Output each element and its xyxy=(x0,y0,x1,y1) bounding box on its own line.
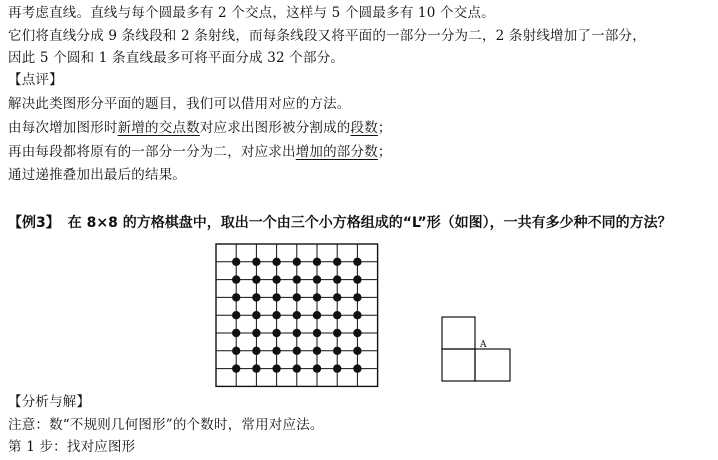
board-dot xyxy=(293,275,301,283)
note-line: 注意：数“不规则几何图形”的个数时，常用对应法。 xyxy=(8,417,324,433)
board-dot xyxy=(252,329,260,337)
board-dot xyxy=(272,347,280,355)
l-shape-bottom-left-cell xyxy=(442,349,475,381)
analysis-heading: 【分析与解】 xyxy=(8,394,91,410)
board-dot xyxy=(232,293,240,301)
board-dot xyxy=(353,293,361,301)
board-dot xyxy=(353,275,361,283)
board-dot xyxy=(313,329,321,337)
board-dot xyxy=(232,258,240,266)
board-dot xyxy=(232,347,240,355)
example-question: 在 8×8 的方格棋盘中，取出一个由三个小方格组成的“L”形（如图），一共有多少种不同的方法？ xyxy=(67,215,672,231)
board-dot xyxy=(353,329,361,337)
text-line-6-e: ； xyxy=(377,120,392,136)
board-dot xyxy=(353,311,361,319)
board-dot xyxy=(333,293,341,301)
board-dot xyxy=(313,347,321,355)
board-dot xyxy=(293,258,301,266)
board-dot xyxy=(272,275,280,283)
text-line-7-a: 再由每段都将原有的一部分一分为二，对应求出 xyxy=(8,144,296,160)
underlined-new-intersections: 新增的交点数 xyxy=(117,120,200,136)
text-line-6-a: 由每次增加图形时 xyxy=(8,120,118,136)
board-dot xyxy=(272,293,280,301)
example-3 xyxy=(8,212,672,232)
l-shape-bottom-right-cell xyxy=(475,349,510,381)
chessboard-figure xyxy=(212,240,382,388)
l-shape-label-a: A xyxy=(480,340,487,350)
board-dot xyxy=(333,275,341,283)
board-dot xyxy=(252,258,260,266)
board-dot xyxy=(313,311,321,319)
board-dot xyxy=(333,347,341,355)
example-tag: 【例3】 xyxy=(8,215,60,231)
underlined-segments: 段数 xyxy=(350,120,378,136)
board-dot xyxy=(353,258,361,266)
text-line-7-c: ； xyxy=(377,144,392,160)
l-shape-figure xyxy=(436,312,520,384)
board-dot xyxy=(272,311,280,319)
board-dot xyxy=(293,311,301,319)
board-dot xyxy=(293,347,301,355)
board-dot xyxy=(232,311,240,319)
board-dot xyxy=(252,275,260,283)
underlined-added-parts: 增加的部分数 xyxy=(295,144,378,160)
l-shape-top-cell xyxy=(442,317,475,349)
board-dot xyxy=(232,275,240,283)
text-line-1: 再考虑直线。直线与每个圆最多有 2 个交点，这样与 5 个圆最多有 10 个交点。 xyxy=(8,5,495,21)
board-dot xyxy=(313,258,321,266)
board-dot xyxy=(272,364,280,372)
board-dot xyxy=(333,258,341,266)
board-dot xyxy=(272,258,280,266)
board-dot xyxy=(252,311,260,319)
comment-heading: 【点评】 xyxy=(8,72,63,88)
board-dot xyxy=(353,347,361,355)
board-dot xyxy=(313,364,321,372)
board-dot xyxy=(252,347,260,355)
board-dot xyxy=(353,364,361,372)
board-dot xyxy=(313,275,321,283)
board-dot xyxy=(252,364,260,372)
board-dot xyxy=(333,329,341,337)
text-line-8: 通过递推叠加出最后的结果。 xyxy=(8,167,187,183)
board-dot xyxy=(293,329,301,337)
text-line-7 xyxy=(8,143,392,161)
text-line-3: 因此 5 个圆和 1 条直线最多可将平面分成 32 个部分。 xyxy=(8,50,345,66)
board-dot xyxy=(293,293,301,301)
board-dot xyxy=(232,329,240,337)
text-line-2: 它们将直线分成 9 条线段和 2 条射线，而每条线段又将平面的一部分一分为二，2 条射线增加了一部分， xyxy=(8,28,646,44)
board-dot xyxy=(333,311,341,319)
board-dot xyxy=(252,293,260,301)
board-dot xyxy=(272,329,280,337)
board-dot xyxy=(232,364,240,372)
board-dot xyxy=(333,364,341,372)
text-line-6-c: 对应求出图形被分割成的 xyxy=(199,120,351,136)
text-line-5: 解决此类图形分平面的题目，我们可以借用对应的方法。 xyxy=(8,96,351,112)
step-1-line: 第 1 步：找对应图形 xyxy=(8,439,136,455)
board-dot xyxy=(293,364,301,372)
text-line-6 xyxy=(8,119,392,137)
board-dot xyxy=(313,293,321,301)
